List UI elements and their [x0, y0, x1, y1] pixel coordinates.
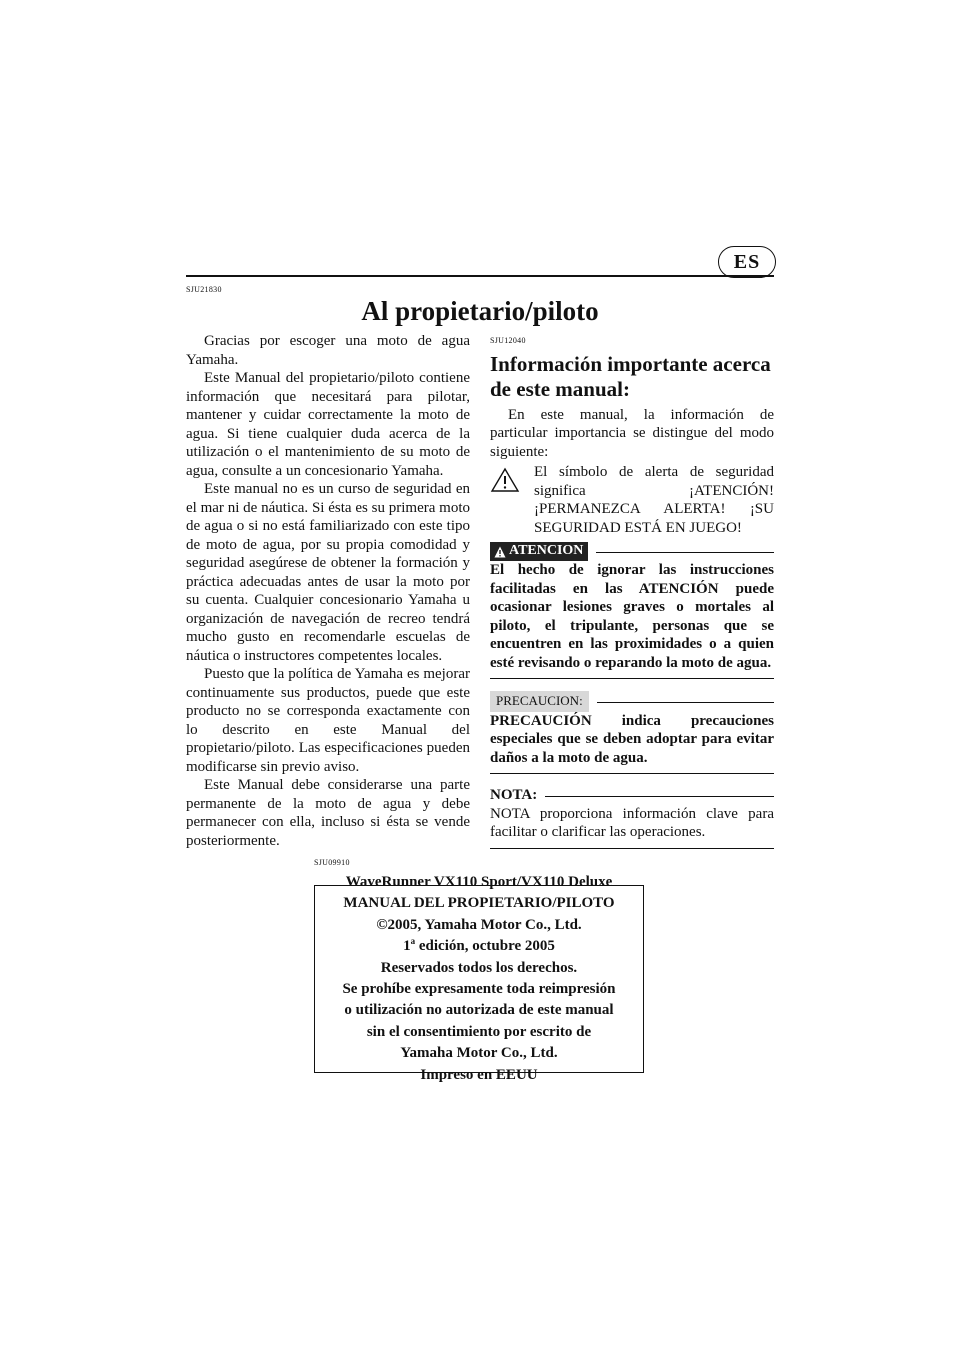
edition-line: 1$^a$ edición, octubre 2005 — [403, 936, 555, 955]
divider — [490, 848, 774, 849]
nota-text: NOTA proporciona información clave para facilitar o clarificar las operaciones. — [490, 805, 774, 840]
precaucion-header — [490, 691, 774, 712]
paragraph: Puesto que la política de Yamaha es mejorar continuamente sus productos, puede que este producto no se corresponda exactamente con lo descrito en este Manual del propietario/piloto. Las especificaciones pueden modificarse sin previo aviso. — [186, 666, 470, 775]
nota-header — [490, 786, 774, 805]
copyright-line: Reservados todos los derechos. — [380, 959, 578, 976]
safety-symbol-row — [490, 463, 774, 537]
paragraph: Este Manual debe considerarse una parte permanente de la moto de agua y debe permanecer con ella, incluso si ésta se vende posteriormente. — [186, 777, 470, 849]
safety-symbol-text: El símbolo de alerta de seguridad significa ¡ATENCIÓN! ¡PERMANEZCA ALERTA! ¡SU SEGURIDAD ESTÁ EN JUEGO! — [534, 464, 774, 536]
copyright-line: o utilización no autorizada de este manual — [344, 1002, 614, 1019]
atencion-text: El hecho de ignorar las instrucciones facilitadas en las ATENCIÓN puede ocasionar lesiones graves o mortales al piloto, el tripulante, personas que se encuentren en las proximidades o a quien esté revisando o reparando la moto de agua. — [490, 562, 774, 671]
precaucion-text: PRECAUCIÓN indica precauciones especiales que se deben adoptar para evitar daños a la moto de agua. — [490, 712, 774, 766]
copyright-line: sin el consentimiento por escrito de — [366, 1023, 592, 1040]
copyright-line: WaveRunner VX110 Sport/VX110 Deluxe — [345, 873, 613, 890]
copyright-line: Yamaha Motor Co., Ltd. — [400, 1045, 558, 1062]
warning-triangle-icon — [494, 546, 506, 558]
header-rule — [186, 275, 774, 277]
page-title: Al propietario/piloto — [361, 296, 599, 326]
divider — [596, 552, 774, 553]
atencion-header — [490, 542, 774, 561]
divider — [490, 773, 774, 774]
copyright-line: Se prohíbe expresamente toda reimpresión — [342, 981, 616, 997]
paragraph: Este manual no es un curso de seguridad en el mar ni de náutica. Si ésta es su primera moto de agua o si no está familiarizado con este tipo de moto de agua, por su propia comodidad y seguridad asegúrese de obtener la formación y práctica adecuadas antes de usar la moto por su cuenta. Cualquier concesionario Yamaha u organización de navegación de recreo tendrá mucho gusto en recomendarle escuelas de náutica o instructores competentes locales. — [186, 481, 470, 664]
copyright-line: MANUAL DEL PROPIETARIO/PILOTO — [343, 895, 615, 912]
precaucion-label: PRECAUCION: — [490, 691, 589, 712]
section-code: SJU21830 — [186, 285, 222, 294]
warning-triangle-icon — [490, 463, 534, 537]
intro-paragraph: En este manual, la información de particular importancia se distingue del modo siguiente: — [490, 406, 774, 460]
nota-label: NOTA: — [490, 787, 538, 803]
section-title: Información importante acerca de este manual: — [490, 351, 771, 401]
copyright-line: Impreso en EEUU — [420, 1066, 538, 1083]
copyright-box — [314, 873, 644, 1083]
atencion-label: ATENCION — [490, 542, 588, 561]
left-column — [186, 332, 470, 850]
language-badge: ES — [718, 246, 776, 278]
section-code: SJU12040 — [490, 336, 526, 345]
copyright-code: SJU09910 — [314, 858, 350, 867]
paragraph: Este Manual del propietario/piloto contiene información que necesitará para pilotar, mantener y cuidar correctamente la moto de agua. Si tiene cualquier duda acerca de la utilización o el mantenimiento de su moto de agua, consulte a un concesionario Yamaha. — [186, 370, 470, 479]
divider — [545, 796, 774, 797]
paragraph: Gracias por escoger una moto de agua Yamaha. — [186, 333, 470, 368]
divider — [597, 702, 774, 703]
divider — [490, 678, 774, 679]
right-column — [490, 332, 774, 849]
copyright-line: ©2005, Yamaha Motor Co., Ltd. — [376, 916, 582, 933]
